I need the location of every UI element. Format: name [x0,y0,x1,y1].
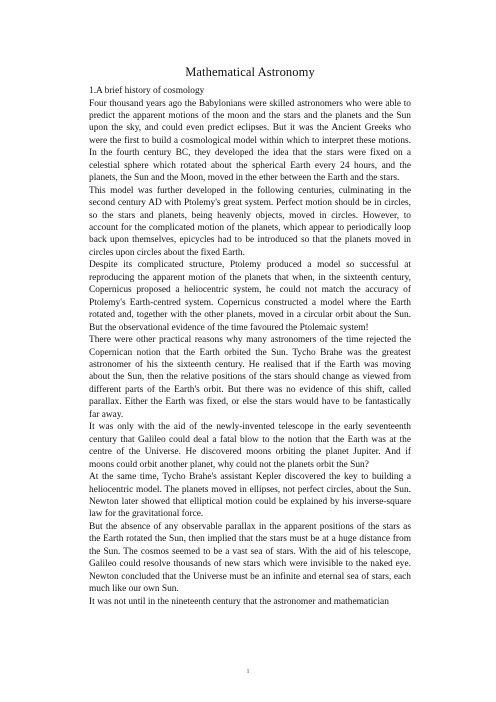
paragraph: It was only with the aid of the newly-invented telescope in the early seventeenth century that Galileo could deal a fatal blow to the notion that the Earth was at the centre of the Universe. He discovered moons orbiting the planet Jupiter. And if moons could orbit another planet, why could not the planets orbit the Sun? [89,422,411,470]
paragraph: Despite its complicated structure, Ptolemy produced a model so successful at reproducing the apparent motion of the planets that when, in the sixteenth century, Copernicus proposed a heliocentric system, he could not match the accuracy of Ptolemy's Earth-centred system. Copernicus constructed a model where the Earth rotated and, together with the other planets, moved in a circular orbit about the Sun. But the observational evidence of the time favoured the Ptolemaic system! [89,260,411,333]
document-title: Mathematical Astronomy [185,65,315,79]
section-heading: 1.A brief history of cosmology [89,86,205,96]
paragraph: Four thousand years ago the Babylonians were skilled astronomers who were able to predict the apparent motions of the moon and the stars and the planets and the Sun upon the sky, and could even predict eclipses. But it was the Ancient Greeks who were the first to build a cosmological model within which to interpret these motions. In the fourth century BC, they developed the idea that the stars were fixed on a celestial sphere which rotated about the spherical Earth every 24 hours, and the planets, the Sun and the Moon, moved in the ether between the Earth and the stars. [89,98,411,184]
paragraph: But the absence of any observable parallax in the apparent positions of the stars as the Earth rotated the Sun, then implied that the stars must be at a huge distance from the Sun. The cosmos seemed to be a vast sea of stars. With the aid of his telescope, Galileo could resolve thousands of new stars which were invisible to the naked eye. Newton concluded that the Universe must be an infinite and eternal sea of stars, each much like our own Sun. [89,521,411,595]
paragraph: This model was further developed in the following centuries, culminating in the second century AD with Ptolemy's great system. Perfect motion should be in circles, so the stars and planets, being heavenly objects, moved in circles. However, to account for the complicated motion of the planets, which appear to periodically loop back upon themselves, epicycles had to be introduced so that the planets moved in circles upon circles about the fixed Earth. [89,185,411,258]
paragraph: There were other practical reasons why many astronomers of the time rejected the Copernican notion that the Earth orbited the Sun. Tycho Brahe was the greatest astronomer of his the sixteenth century. He realised that if the Earth was moving about the Sun, then the relative positions of the stars should change as viewed from different parts of the Earth's orbit. But there was no evidence of this shift, called parallax. Either the Earth was fixed, or else the stars would have to be fantastically far away. [89,335,411,420]
document-page [89,64,411,608]
page-number: 1 [246,669,250,675]
paragraph: At the same time, Tycho Brahe's assistant Kepler discovered the key to building a heliocentric model. The planets moved in ellipses, not perfect circles, about the Sun. Newton later showed that elliptical motion could be explained by his inverse-square law for the gravitational force. [89,472,411,520]
paragraph: It was not until in the nineteenth century that the astronomer and mathematician [89,596,389,607]
